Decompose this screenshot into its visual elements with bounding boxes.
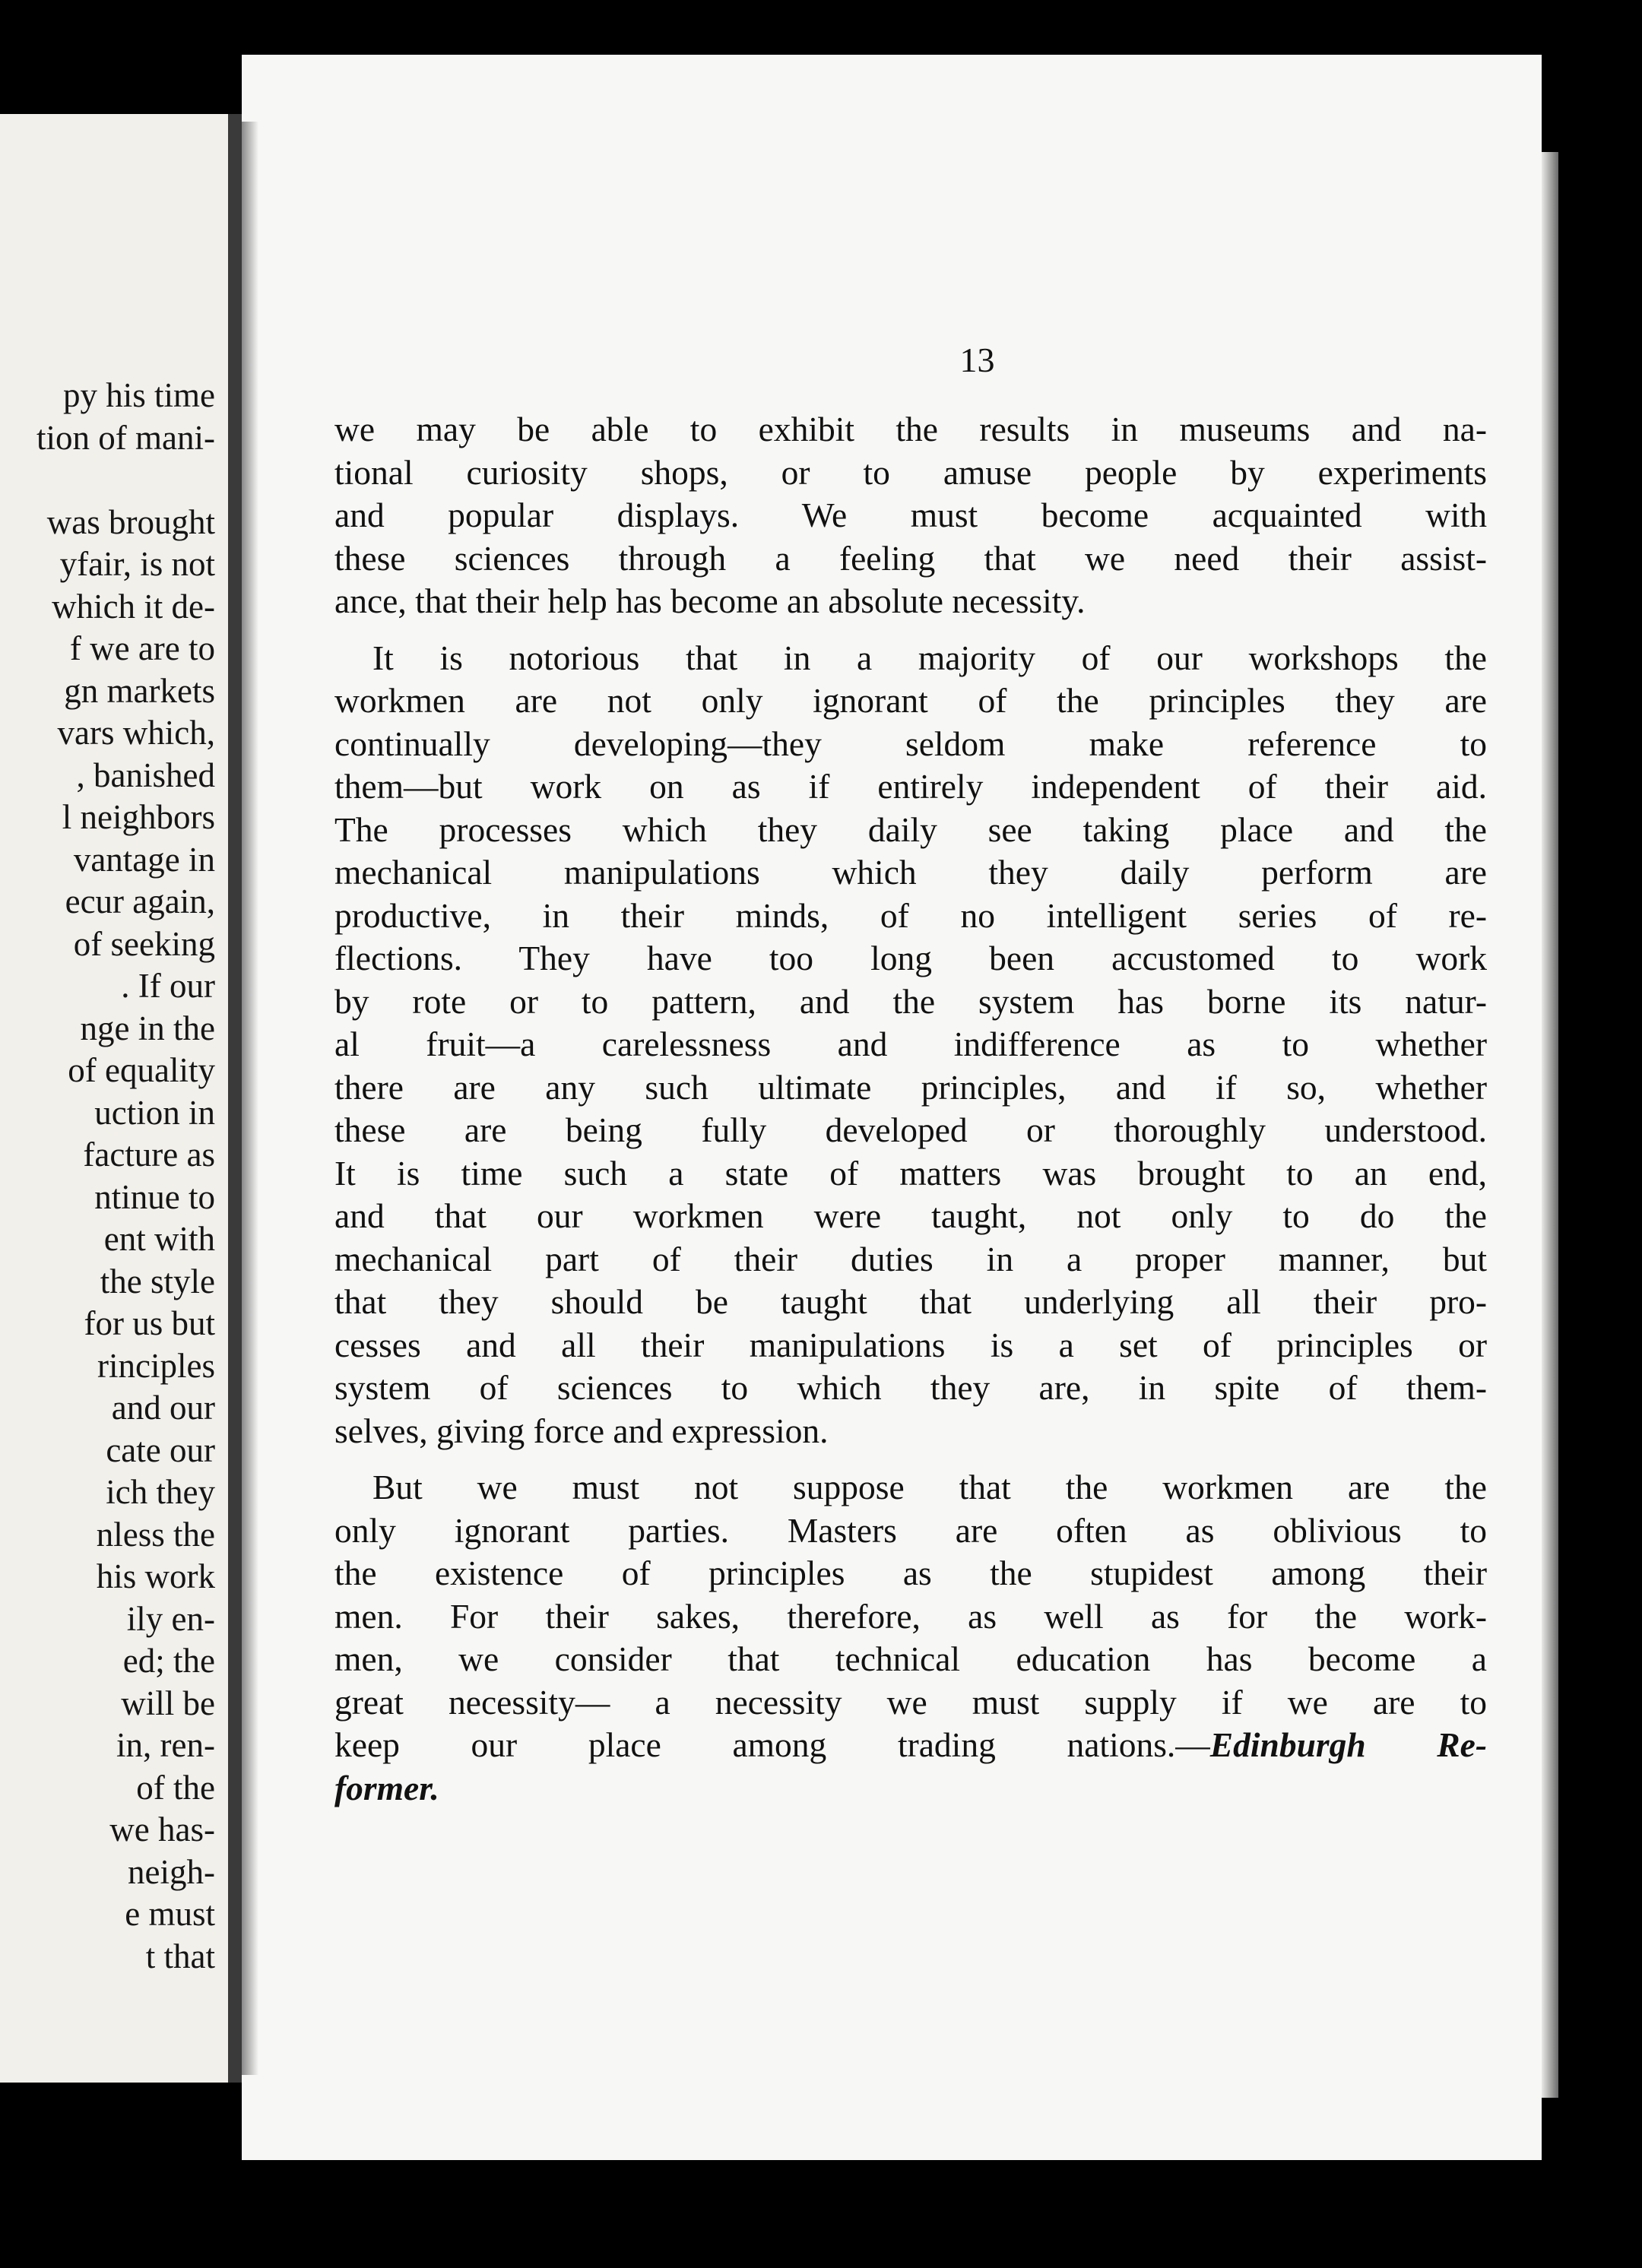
text-line [334,937,1487,980]
line-text: It is time such a state of matters was brought to an end, [334,1153,1487,1193]
left-fragment-line: t that [145,1937,215,1975]
right-page [242,55,1542,2160]
line-text: the existence of principles as the stupidest among their [334,1554,1487,1592]
line-text: that they should be taught that underlying all their pro- [334,1282,1487,1321]
line-text: we may be able to exhibit the results in museums and na- [334,410,1487,448]
line-text: these sciences through a feeling that we need their assist- [334,538,1487,578]
line-text: cesses and all their manipulations is a set of principles or [334,1325,1487,1364]
text-line [334,851,1487,895]
paragraph [334,1466,1487,1810]
text-line [334,1195,1487,1238]
line-text: flections. They have too long been accustomed to work [334,939,1487,977]
text-line [334,809,1487,852]
left-fragment-line: uction in [94,1093,215,1132]
left-fragment-line: ent with [103,1220,215,1258]
line-text: al fruit—a carelessness and indifference as to whether [334,1025,1487,1063]
left-fragment-line: which it de- [52,587,215,626]
left-fragment-line: nge in the [80,1009,215,1047]
left-fragment-line: ntinue to [94,1177,215,1216]
left-fragment-line: . If our [121,967,215,1005]
line-text: keep our place among trading nations.— [334,1725,1210,1764]
text-line [334,980,1487,1024]
text-line [334,1066,1487,1110]
text-line [334,451,1487,495]
line-text: them—but work on as if entirely independent of their aid. [334,767,1487,806]
line-text: tional curiosity shops, or to amuse people by experiments [334,452,1487,492]
text-line [334,1681,1487,1725]
text-line [334,1324,1487,1367]
text-line [334,895,1487,938]
text-line [334,1367,1487,1410]
left-fragment-line [36,459,215,502]
left-fragment-line: neigh- [128,1852,215,1891]
left-page-text-fragments [36,375,215,1978]
text-line [334,580,1487,623]
page-number: 13 [959,341,995,379]
left-fragment-line: tion of mani- [36,418,215,457]
source-attribution: Edinburgh Re- [1209,1725,1487,1764]
book-gutter [228,114,242,2083]
text-line [334,1410,1487,1453]
left-fragment-line: ecur again, [65,882,215,920]
left-fragment-line: vantage in [73,840,215,879]
left-fragment-line: nless the [96,1515,215,1554]
line-text: there are any such ultimate principles, and if so, whether [334,1067,1487,1107]
paragraph-gap [334,1452,1487,1466]
left-fragment-line: f we are to [69,629,215,667]
text-line [334,1281,1487,1324]
text-line [334,1023,1487,1066]
left-fragment-line: the style [100,1262,215,1300]
text-line [334,494,1487,537]
left-fragment-line: cate our [106,1430,215,1469]
text-line [334,1767,1487,1810]
paragraph-gap [334,623,1487,637]
line-text: It is notorious that in a majority of our workshops the [372,638,1487,677]
text-line [334,637,1487,680]
paragraph [334,637,1487,1453]
text-line [334,1509,1487,1553]
text-line [334,1238,1487,1281]
left-fragment-line: for us but [84,1304,215,1342]
left-fragment-line: of equality [68,1051,215,1089]
left-fragment-line: yfair, is not [59,545,215,583]
left-fragment-line: ily en- [126,1599,215,1638]
left-fragment-line: his work [96,1557,215,1595]
text-line [334,1552,1487,1595]
text-line [334,765,1487,809]
text-line [334,1109,1487,1152]
left-fragment-line: in, ren- [116,1726,215,1764]
line-text: continually developing—they seldom make reference to [334,724,1487,763]
left-fragment-line: of the [136,1768,215,1807]
line-text: only ignorant parties. Masters are often as oblivious to [334,1510,1487,1550]
line-text: workmen are not only ignorant of the principles they are [334,681,1487,720]
left-fragment-line: was brought [46,502,215,541]
line-text: and popular displays. We must become acquainted with [334,496,1487,534]
left-fragment-line: py his time [63,376,215,414]
text-line [334,1466,1487,1509]
line-text: But we must not suppose that the workmen are the [372,1468,1487,1506]
left-fragment-line: gn markets [64,671,215,710]
line-text: men, we consider that technical education has become a [334,1639,1487,1678]
source-attribution-continued: former. [334,1768,439,1807]
text-line [334,408,1487,451]
line-text: these are being fully developed or thoroughly understood. [334,1110,1487,1149]
left-fragment-line: will be [121,1684,215,1722]
line-text: selves, giving force and expression. [334,1411,829,1450]
text-line [334,1638,1487,1681]
line-text: productive, in their minds, of no intelligent series of re- [334,895,1487,935]
left-fragment-line: vars which, [57,714,215,752]
left-fragment-line: we has- [109,1810,215,1848]
line-text: mechanical manipulations which they daily perform are [334,853,1487,892]
left-fragment-line: l neighbors [62,798,215,836]
line-text: by rote or to pattern, and the system has borne its natur- [334,981,1487,1021]
left-fragment-line: e must [125,1895,215,1933]
line-text: mechanical part of their duties in a proper manner, but [334,1239,1487,1278]
gutter-shadow [242,122,258,2075]
left-fragment-line: ich they [106,1473,215,1511]
left-fragment-line: , banished [76,755,215,794]
line-text: system of sciences to which they are, in spite of them- [334,1368,1487,1407]
text-line [334,1152,1487,1196]
line-text: ance, that their help has become an absolute necessity. [334,581,1086,620]
text-line [334,537,1487,581]
left-fragment-line: rinciples [97,1346,215,1385]
page-edge [1542,152,1558,2098]
line-text: men. For their sakes, therefore, as well as for the work- [334,1596,1487,1636]
text-line [334,1724,1487,1767]
body-text [334,408,1487,1810]
line-text: and that our workmen were taught, not only to do the [334,1196,1487,1235]
line-text: great necessity— a necessity we must supply if we are to [334,1682,1487,1722]
text-line [334,1595,1487,1639]
left-fragment-line: of seeking [73,924,215,963]
text-line [334,723,1487,766]
left-fragment-line: ed; the [122,1642,215,1680]
left-fragment-line: and our [111,1389,215,1427]
text-line [334,679,1487,723]
paragraph [334,408,1487,623]
left-page [0,114,232,2083]
line-text: The processes which they daily see taking place and the [334,809,1487,849]
left-fragment-line: facture as [83,1136,215,1174]
